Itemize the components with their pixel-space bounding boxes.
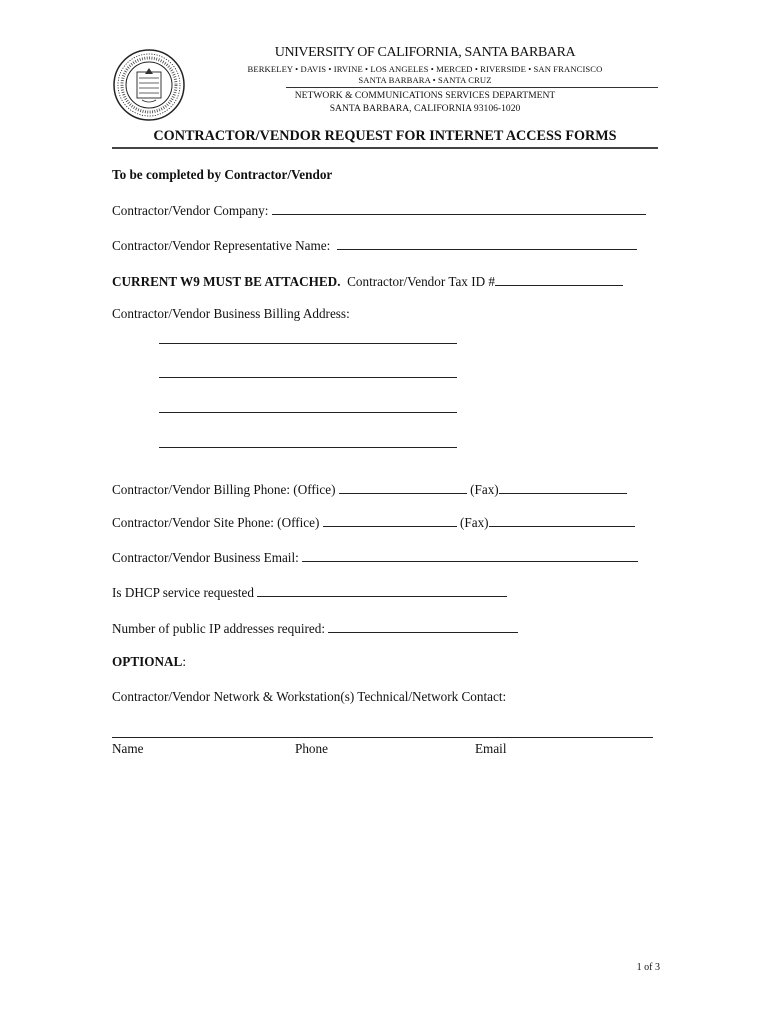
tech-contact-field[interactable] [112,737,653,738]
optional-colon: : [182,654,187,669]
dhcp-row [112,584,507,601]
tax-id-label: Contractor/Vendor Tax ID # [347,274,495,289]
representative-label: Contractor/Vendor Representative Name: [112,238,331,253]
title-divider [112,147,658,149]
billing-fax-field[interactable] [499,481,627,494]
contact-email-caption: Email [475,741,507,756]
campus-list [200,64,650,86]
university-seal-icon [112,48,186,122]
billing-phone-label: Contractor/Vendor Billing Phone: (Office) [112,482,336,497]
billing-address-label: Contractor/Vendor Business Billing Address: [112,306,350,321]
company-field[interactable] [272,202,646,215]
form-title: CONTRACTOR/VENDOR REQUEST FOR INTERNET ACCESS FORMS [153,128,617,144]
campus-list-line-2: SANTA BARBARA • SANTA CRUZ [358,75,492,85]
optional-heading [112,654,186,670]
optional-label: OPTIONAL [112,654,183,669]
billing-phone-row [112,481,627,498]
department-address: SANTA BARBARA, CALIFORNIA 93106-1020 [329,102,521,114]
representative-row [112,237,637,254]
billing-address-line-1[interactable] [159,343,457,344]
billing-fax-label: (Fax) [470,482,499,497]
dhcp-label: Is DHCP service requested [112,585,254,600]
site-phone-field[interactable] [323,514,457,527]
email-row [112,549,638,566]
ip-field[interactable] [328,620,518,633]
ip-row [112,620,518,637]
billing-address-line-2[interactable] [159,377,457,378]
tax-id-field[interactable] [495,273,623,286]
company-label: Contractor/Vendor Company: [112,203,269,218]
ip-label: Number of public IP addresses required: [112,621,326,636]
email-field[interactable] [302,549,638,562]
university-name: UNIVERSITY OF CALIFORNIA, SANTA BARBARA [274,45,576,60]
department-name: NETWORK & COMMUNICATIONS SERVICES DEPARTMENT [294,90,556,101]
site-fax-field[interactable] [489,514,635,527]
contact-name-caption: Name [112,741,144,756]
tech-contact-label: Contractor/Vendor Network & Workstation(s) Technical/Network Contact: [112,689,507,704]
site-phone-label: Contractor/Vendor Site Phone: (Office) [112,515,320,530]
billing-address-line-4[interactable] [159,447,457,448]
campus-list-line-1: BERKELEY • DAVIS • IRVINE • LOS ANGELES • MERCED • RIVERSIDE • SAN FRANCISCO [247,64,603,74]
dhcp-field[interactable] [257,584,507,597]
form-subtitle: To be completed by Contractor/Vendor [112,167,333,182]
email-label: Contractor/Vendor Business Email: [112,550,299,565]
tax-id-row [112,273,623,290]
w9-notice: CURRENT W9 MUST BE ATTACHED. [112,274,341,289]
representative-field[interactable] [337,237,637,250]
billing-phone-field[interactable] [339,481,467,494]
site-fax-label: (Fax) [460,515,489,530]
contact-phone-caption: Phone [295,741,328,756]
site-phone-row [112,514,635,531]
billing-address-line-3[interactable] [159,412,457,413]
company-row [112,202,646,219]
department-block [240,90,610,115]
letterhead-divider [286,87,658,88]
page-number: 1 of 3 [636,962,660,973]
